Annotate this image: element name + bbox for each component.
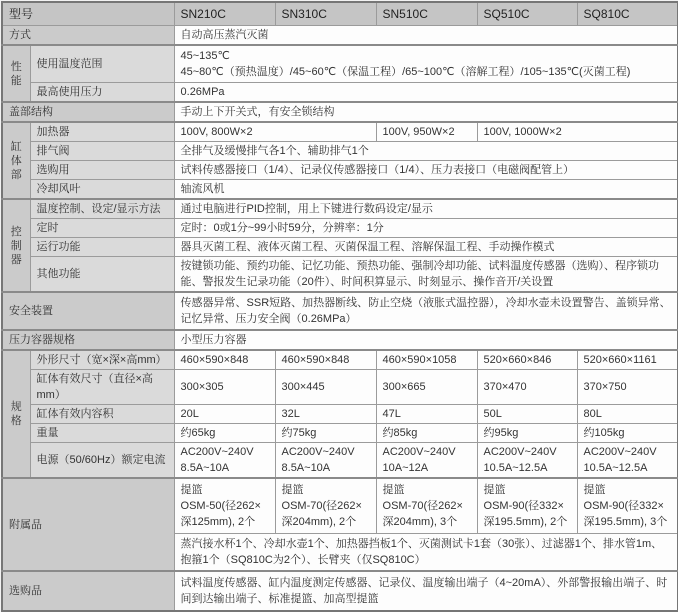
timer-label: 定时 (30, 219, 174, 238)
pressure-vessel-label: 压力容器规格 (2, 330, 174, 350)
temp-control-value: 通过电脑进行PID控制，用上下键进行数码设定/显示 (174, 199, 678, 219)
effective-volume-sn310c: 32L (275, 405, 376, 424)
accessories-common-value: 蒸汽接水杯1个、冷却水壶1个、加热器挡板1个、灭菌测试卡1套（30张）、过滤器1个、排水管1m、抱箍1个（SQ810C为2个）、长臂夹（仅SQ810C） (174, 534, 678, 572)
inner-dimensions-sn310c: 300×445 (275, 370, 376, 405)
lid-structure-label: 盖部结构 (2, 102, 174, 122)
timer-value: 定时：0或1分~99小时59分，分辨率：1分 (174, 219, 678, 238)
model-sq810c: SQ810C (577, 2, 678, 26)
cooling-fan-value: 轴流风机 (174, 180, 678, 200)
basket-desc: OSM-90(径332×深195.5mm), 2个 (483, 500, 568, 528)
row-outer-dimensions (2, 350, 678, 370)
temp-control-label: 温度控制、设定/显示方法 (30, 199, 174, 219)
heater-label: 加热器 (30, 122, 174, 142)
power-amp: 8.5A~10A (281, 462, 331, 474)
run-functions-label: 运行功能 (30, 238, 174, 257)
exhaust-valve-label: 排气阀 (30, 142, 174, 161)
outer-dimensions-sn510c: 460×590×1058 (376, 350, 477, 370)
effective-volume-label: 缸体有效内容积 (30, 405, 174, 424)
model-sn310c: SN310C (275, 2, 376, 26)
model-sq510c: SQ510C (477, 2, 577, 26)
power-amp: 8.5A~10A (180, 462, 230, 474)
power-volt: AC200V~240V (281, 446, 355, 458)
power-sn510c (376, 443, 477, 479)
exhaust-valve-value: 全排气及缓慢排气各1个、辅助排气1个 (174, 142, 678, 161)
weight-sq810c: 约105kg (577, 424, 678, 443)
row-method (2, 26, 678, 46)
power-sn210c (174, 443, 275, 479)
effective-volume-sn510c: 47L (376, 405, 477, 424)
basket-sn310c (275, 478, 376, 534)
row-other-functions (2, 257, 678, 293)
basket-title: 提篮 (180, 484, 203, 496)
run-functions-value: 器具灭菌工程、液体灭菌工程、灭菌保温工程、溶解保温工程、手动操作模式 (174, 238, 678, 257)
power-amp: 10.5A~12.5A (583, 462, 648, 474)
row-cooling-fan (2, 180, 678, 200)
weight-sn310c: 约75kg (275, 424, 376, 443)
safety-devices-value: 传感器异常、SSR短路、加热器断线、防止空烧（液胀式温控器），冷却水壶未设置警告、盖锁异常、记忆异常、压力安全阀（0.26MPa） (174, 292, 678, 330)
max-pressure-label: 最高使用压力 (30, 83, 174, 103)
lid-structure-value: 手动上下开关式，有安全锁结构 (174, 102, 678, 122)
basket-sn210c (174, 478, 275, 534)
row-temp-range (2, 45, 678, 83)
basket-desc: OSM-70(径262×深204mm), 2个 (281, 500, 362, 528)
options-label: 选购品 (2, 571, 174, 611)
heater-value-sn510c: 100V, 950W×2 (376, 122, 477, 142)
power-volt: AC200V~240V (483, 446, 557, 458)
heater-value-sq510c-sq810c: 100V, 1000W×2 (477, 122, 678, 142)
row-weight (2, 424, 678, 443)
power-sq510c (477, 443, 577, 479)
row-exhaust-valve (2, 142, 678, 161)
outer-dimensions-sn210c: 460×590×848 (174, 350, 275, 370)
basket-title: 提篮 (583, 484, 606, 496)
max-pressure-value: 0.26MPa (174, 83, 678, 103)
power-sq810c (577, 443, 678, 479)
temp-range-value (174, 45, 678, 83)
cooling-fan-label: 冷却风叶 (30, 180, 174, 200)
row-effective-volume (2, 405, 678, 424)
temp-range-label: 使用温度范围 (30, 45, 174, 83)
inner-dimensions-sn210c: 300×305 (174, 370, 275, 405)
basket-sq810c (577, 478, 678, 534)
outer-dimensions-sn310c: 460×590×848 (275, 350, 376, 370)
other-functions-label: 其他功能 (30, 257, 174, 293)
row-options (2, 571, 678, 611)
model-header-label: 型号 (2, 2, 174, 26)
weight-label: 重量 (30, 424, 174, 443)
model-header-row (2, 2, 678, 26)
weight-sq510c: 约95kg (477, 424, 577, 443)
power-volt: AC200V~240V (382, 446, 456, 458)
row-lid-structure (2, 102, 678, 122)
options-value: 试料温度传感器、缸内温度测定传感器、记录仪、温度输出端子（4~20mA）、外部警报输出端子、时间到达输出端子、标准提篮、加高型提篮 (174, 571, 678, 611)
row-chamber-optional (2, 161, 678, 180)
chamber-optional-value: 试料传感器接口（1/4）、记录仪传感器接口（1/4）、压力表接口（电磁阀配管上） (174, 161, 678, 180)
basket-desc: OSM-50(径262×深125mm), 2个 (180, 500, 261, 528)
safety-devices-label: 安全装置 (2, 292, 174, 330)
weight-sn210c: 约65kg (174, 424, 275, 443)
temp-range-line2: 45~80℃（预热温度）/45~60℃（保温工程）/65~100℃（溶解工程）/105~135℃(灭菌工程) (180, 66, 631, 78)
row-safety-devices (2, 292, 678, 330)
row-pressure-vessel (2, 330, 678, 350)
inner-dimensions-label: 缸体有效尺寸（直径×高mm） (30, 370, 174, 405)
basket-sn510c (376, 478, 477, 534)
controller-group-label: 控制器 (2, 199, 30, 292)
pressure-vessel-value: 小型压力容器 (174, 330, 678, 350)
method-label: 方式 (2, 26, 174, 46)
heater-value-sn210c-sn310c: 100V, 800W×2 (174, 122, 376, 142)
basket-title: 提篮 (483, 484, 506, 496)
basket-sq510c (477, 478, 577, 534)
power-volt: AC200V~240V (180, 446, 254, 458)
model-sn510c: SN510C (376, 2, 477, 26)
row-timer (2, 219, 678, 238)
other-functions-value: 按键锁功能、预约功能、记忆功能、预热功能、强制冷却功能、试料温度传感器（选购）、程序锁功能、警报发生记录功能（20件）、时间积算显示、时刻显示、操作音开/关设置 (174, 257, 678, 293)
chamber-optional-label: 选购用 (30, 161, 174, 180)
row-baskets (2, 478, 678, 534)
accessories-label: 附属品 (2, 478, 174, 571)
weight-sn510c: 约85kg (376, 424, 477, 443)
basket-title: 提篮 (281, 484, 304, 496)
effective-volume-sq510c: 50L (477, 405, 577, 424)
effective-volume-sn210c: 20L (174, 405, 275, 424)
basket-desc: OSM-90(径332×深195.5mm), 3个 (583, 500, 668, 528)
row-temp-control (2, 199, 678, 219)
row-heater (2, 122, 678, 142)
row-max-pressure (2, 83, 678, 103)
basket-desc: OSM-70(径262×深204mm), 3个 (382, 500, 463, 528)
power-amp: 10A~12A (382, 462, 429, 474)
method-value: 自动高压蒸汽灭菌 (174, 26, 678, 46)
inner-dimensions-sq510c: 370×470 (477, 370, 577, 405)
effective-volume-sq810c: 80L (577, 405, 678, 424)
power-label: 电源（50/60Hz）额定电流 (30, 443, 174, 479)
model-sn210c: SN210C (174, 2, 275, 26)
inner-dimensions-sn510c: 300×665 (376, 370, 477, 405)
row-power (2, 443, 678, 479)
outer-dimensions-sq810c: 520×660×1161 (577, 350, 678, 370)
temp-range-line1: 45~135℃ (180, 50, 230, 62)
chamber-group-label: 缸体部 (2, 122, 30, 199)
power-amp: 10.5A~12.5A (483, 462, 548, 474)
row-inner-dimensions (2, 370, 678, 405)
power-volt: AC200V~240V (583, 446, 657, 458)
specs-group-label: 规格 (2, 350, 30, 478)
spec-table (1, 1, 678, 612)
row-run-functions (2, 238, 678, 257)
power-sn310c (275, 443, 376, 479)
performance-group-label: 性能 (2, 45, 30, 102)
outer-dimensions-label: 外形尺寸（宽×深×高mm） (30, 350, 174, 370)
outer-dimensions-sq510c: 520×660×846 (477, 350, 577, 370)
basket-title: 提篮 (382, 484, 405, 496)
inner-dimensions-sq810c: 370×750 (577, 370, 678, 405)
